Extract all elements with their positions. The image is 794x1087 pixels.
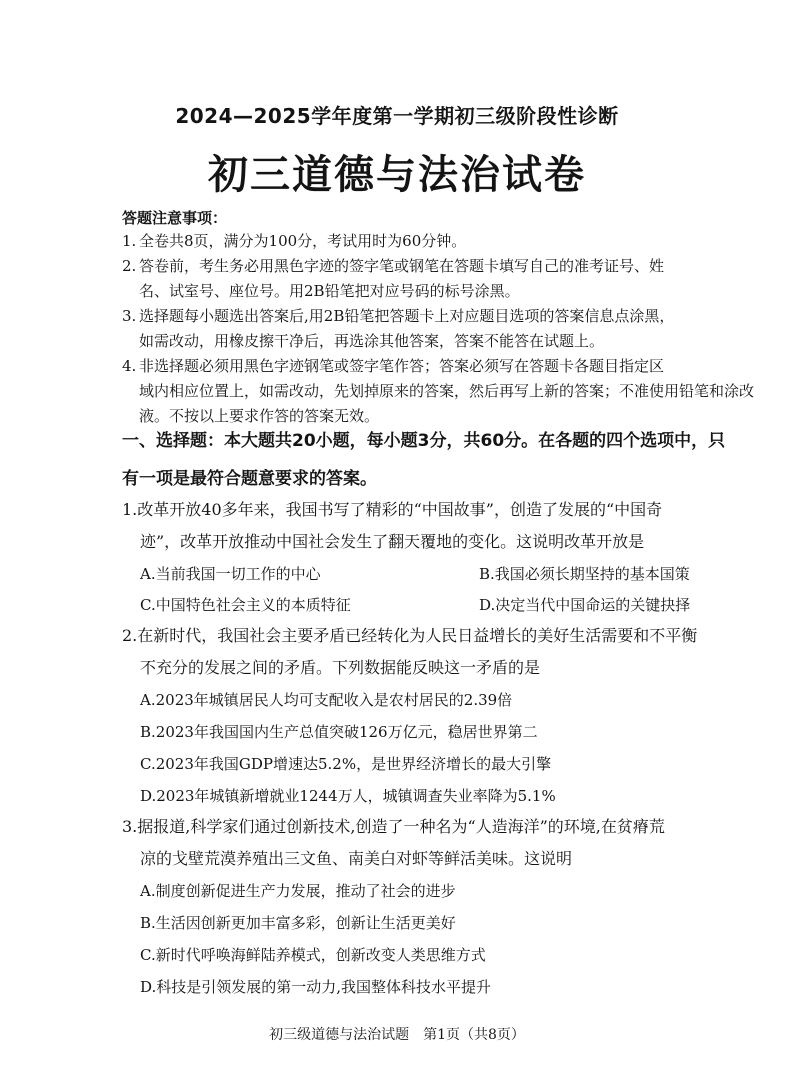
question-stem: 3.据报道,科学家们通过创新技术,创造了一种名为“人造海洋”的环境,在贫瘠荒 <box>122 817 665 836</box>
note-text-cont: 如需改动，用橡皮擦干净后，再选涂其他答案，答案不能答在试题上。 <box>139 332 605 350</box>
option-c[interactable]: C.新时代呼唤海鲜陆养模式，创新改变人类思维方式 <box>140 946 486 964</box>
note-text-cont: 域内相应位置上，如需改动，先划掉原来的答案，然后再写上新的答案；不准使用铅笔和涂改液。不按以上要求作答的答案无效。 <box>139 382 755 425</box>
note-item <box>122 254 774 304</box>
exam-title: 初三道德与法治试卷 <box>208 152 586 198</box>
note-item <box>122 229 774 254</box>
note-text-cont: 名、试室号、座位号。用2B铅笔把对应号码的标号涂黑。 <box>139 282 520 300</box>
exam-subtitle: 2024—2025学年度第一学期初三级阶段性诊断 <box>175 104 619 128</box>
note-item <box>122 304 774 354</box>
question-stem: 2.在新时代，我国社会主要矛盾已经转化为人民日益增长的美好生活需要和不平衡 <box>122 626 698 645</box>
note-text: 全卷共8页，满分为100分，考试用时为60分钟。 <box>139 232 467 250</box>
option-a[interactable]: A.制度创新促进生产力发展，推动了社会的进步 <box>140 882 456 900</box>
option-d[interactable]: D.科技是引领发展的第一动力,我国整体科技水平提升 <box>140 978 492 996</box>
section-heading-line2: 有一项是最符合题意要求的答案。 <box>122 469 377 489</box>
note-number: 3. <box>122 307 137 325</box>
note-text: 答卷前，考生务必用黑色字迹的签字笔或钢笔在答题卡填写自己的准考证号、姓 <box>139 257 665 275</box>
question-stem-cont: 凉的戈壁荒漠养殖出三文鱼、南美白对虾等鲜活美味。这说明 <box>140 849 573 868</box>
option-a[interactable]: A.2023年城镇居民人均可支配收入是农村居民的2.39倍 <box>140 691 513 709</box>
question-stem: 1.改革开放40多年来，我国书写了精彩的“中国故事”，创造了发展的“中国奇 <box>122 500 663 519</box>
option-a[interactable]: A.当前我国一切工作的中心 <box>140 565 321 583</box>
notes-heading: 答题注意事项： <box>122 209 228 227</box>
note-text: 非选择题必须用黑色字迹钢笔或签字笔作答；答案必须写在答题卡各题目指定区 <box>139 357 665 375</box>
option-c[interactable]: C.中国特色社会主义的本质特征 <box>140 596 351 614</box>
page-footer: 初三级道德与法治试题 第1页（共8页） <box>269 1027 525 1043</box>
note-item <box>122 354 774 429</box>
note-number: 4. <box>122 357 137 375</box>
note-text: 选择题每小题选出答案后,用2B铅笔把答题卡上对应题目选项的答案信息点涂黑， <box>139 307 675 325</box>
option-c[interactable]: C.2023年我国GDP增速达5.2%，是世界经济增长的最大引擎 <box>140 755 552 773</box>
option-b[interactable]: B.生活因创新更加丰富多彩，创新让生活更美好 <box>140 914 456 932</box>
option-d[interactable]: D.2023年城镇新增就业1244万人，城镇调查失业率降为5.1% <box>140 787 556 805</box>
option-b[interactable]: B.我国必须长期坚持的基本国策 <box>479 565 690 583</box>
note-number: 1. <box>122 232 137 250</box>
note-number: 2. <box>122 257 137 275</box>
question-stem-cont: 迹”，改革开放推动中国社会发生了翻天覆地的变化。这说明改革开放是 <box>140 532 645 551</box>
question-stem-cont: 不充分的发展之间的矛盾。下列数据能反映这一矛盾的是 <box>140 658 541 677</box>
option-b[interactable]: B.2023年我国国内生产总值突破126万亿元，稳居世界第二 <box>140 723 538 741</box>
question-1 <box>122 494 762 558</box>
section-heading-line1: 一、选择题：本大题共20小题，每小题3分，共60分。在各题的四个选项中，只 <box>122 431 726 451</box>
question-2 <box>122 620 762 684</box>
option-d[interactable]: D.决定当代中国命运的关键抉择 <box>479 596 691 614</box>
question-3 <box>122 811 762 875</box>
